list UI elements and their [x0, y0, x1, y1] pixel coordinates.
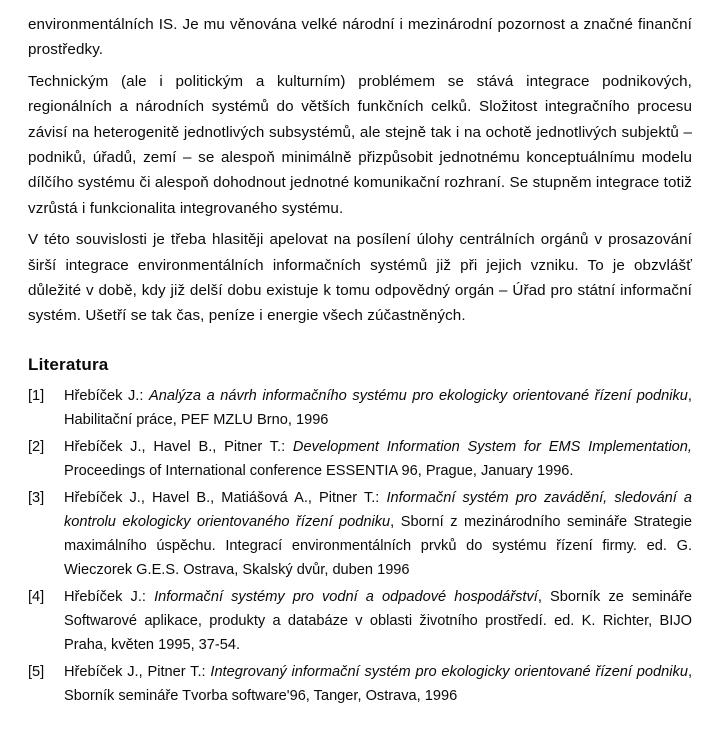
reference-item	[28, 660, 692, 708]
reference-text: Hřebíček J., Pitner T.: Integrovaný informační systém pro ekologicky orientované řízení podniku, Sborník semináře Tvorba software'96, Tanger, Ostrava, 1996	[64, 663, 692, 704]
paragraph-1: environmentálních IS. Je mu věnována velké národní i mezinárodní pozornost a značné finanční prostředky.	[28, 16, 692, 59]
reference-text: Hřebíček J., Havel B., Pitner T.: Development Information System for EMS Implementation, Proceedings of International conference ESSENTIA 96, Prague, January 1996.	[64, 438, 692, 479]
reference-text: Hřebíček J.: Analýza a návrh informačního systému pro ekologicky orientované řízení podniku, Habilitační práce, PEF MZLU Brno, 1996	[64, 387, 692, 428]
reference-text: Hřebíček J.: Informační systémy pro vodní a odpadové hospodářství, Sborník ze semináře Softwarové aplikace, produkty a databáze v oblasti životního prostředí. ed. K. Richter, BIJO Praha, květen 1995, 37-54.	[64, 588, 692, 653]
reference-item	[28, 486, 692, 582]
reference-text: Hřebíček J., Havel B., Matiášová A., Pitner T.: Informační systém pro zavádění, sledování a kontrolu ekologicky orientovaného řízení podniku, Sborní z mezinárodního semináře Strategie maximálního úspěchu. Integrací environmentálních prvků do systému řízení firmy. ed. G. Wieczorek G.E.S. Ostrava, Skalský dvůr, duben 1996	[64, 489, 692, 578]
reference-item	[28, 435, 692, 483]
reference-number: [4]	[28, 588, 45, 605]
reference-number: [1]	[28, 387, 45, 404]
section-heading-literatura: Literatura	[28, 354, 109, 374]
document-body	[28, 12, 692, 711]
reference-item	[28, 585, 692, 657]
paragraph-2: Technickým (ale i politickým a kulturním) problémem se stává integrace podnikových, regionálních a národních systémů do větších funkčních celků. Složitost integračního procesu závisí na heterogenitě jednotlivých subsystémů, ale stejně tak i na ochotě jednotlivých subjektů – podniků, úřadů, zemí – se alespoň minimálně přizpůsobit jednotnému konceptuálnímu modelu dílčího systému či alespoň dohodnout jednotné komunikační rozhraní. Se stupněm integrace totiž vzrůstá i funkcionalita integrovaného systému.	[28, 72, 692, 217]
reference-number: [2]	[28, 438, 45, 455]
reference-number: [5]	[28, 663, 45, 680]
reference-number: [3]	[28, 489, 45, 506]
reference-list	[28, 384, 692, 708]
reference-item	[28, 384, 692, 432]
paragraph-3: V této souvislosti je třeba hlasitěji apelovat na posílení úlohy centrálních orgánů v prosazování širší integrace environmentálních informačních systémů již při jejich vzniku. To je obzvlášť důležité v době, kdy již delší dobu existuje k tomu odpovědný orgán – Úřad pro státní informační systém. Ušetří se tak čas, peníze i energie všech zúčastněných.	[28, 231, 692, 325]
